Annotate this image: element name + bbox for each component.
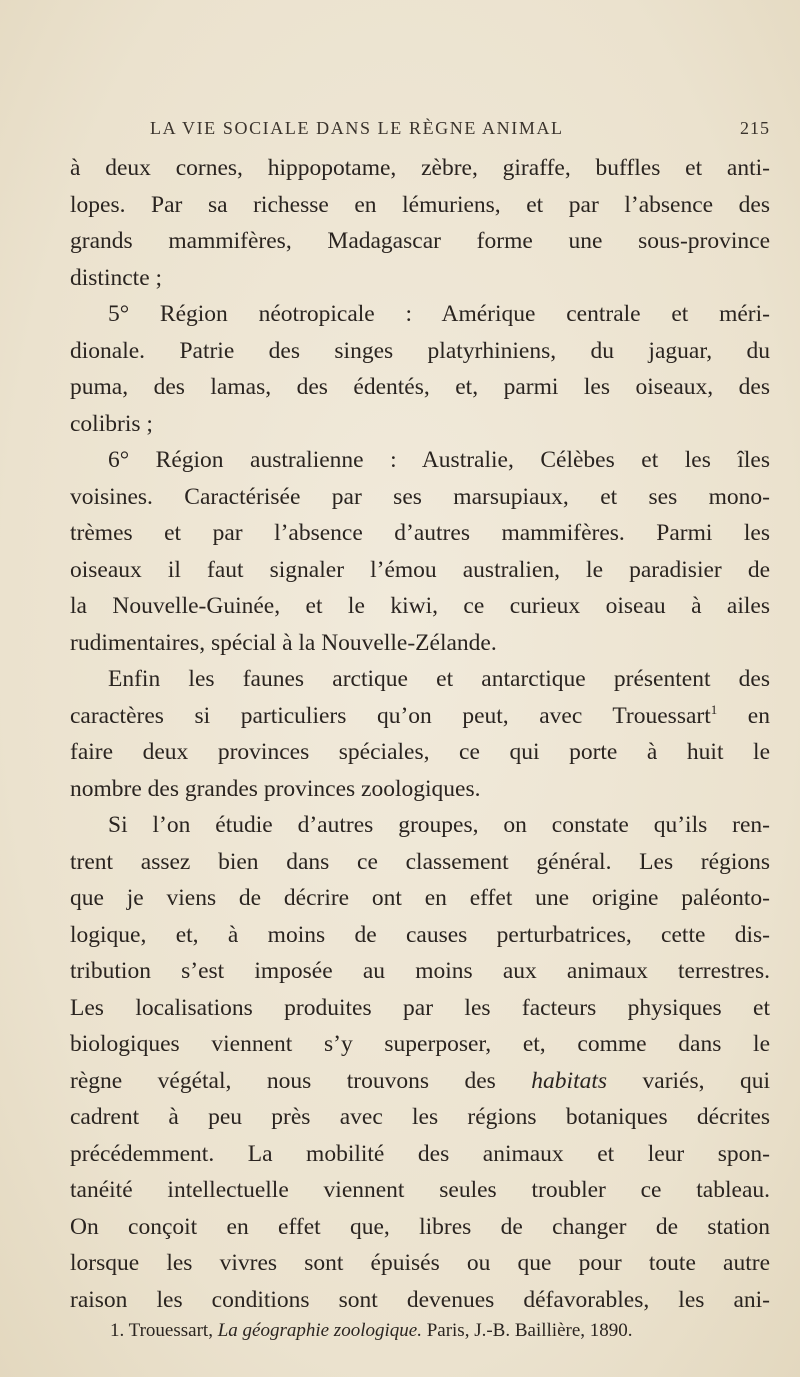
text-line: trent assez bien dans ce classement général. Les régions — [70, 848, 770, 875]
text-line: à deux cornes, hippopotame, zèbre, giraffe, buffles et anti- — [70, 155, 770, 181]
italic-term: habitats — [531, 1067, 608, 1094]
text-line: 6° Région australienne : Australie, Célèbes et les îles — [108, 447, 770, 473]
text-line: lopes. Par sa richesse en lémuriens, et par l’absence des — [70, 191, 770, 218]
text-line-part: caractères si particuliers qu’on peut, avec Trouessart — [70, 702, 711, 729]
page-number: 215 — [740, 118, 770, 138]
footnote-number: 1. — [110, 1320, 125, 1341]
text-line-part: règne végétal, nous trouvons des — [70, 1067, 496, 1094]
text-line: oiseaux il faut signaler l’émou australien, le paradisier de — [70, 556, 770, 583]
footnote-author: Trouessart, — [128, 1320, 213, 1341]
footnote — [110, 1320, 760, 1342]
text-line: Enfin les faunes arctique et antarctique présentent des — [108, 666, 770, 692]
text-line: On conçoit en effet que, libres de changer de station — [70, 1213, 770, 1240]
text-line — [70, 698, 770, 735]
text-line: puma, des lamas, des édentés, et, parmi les oiseaux, des — [70, 374, 770, 400]
text-line: colibris ; — [70, 410, 153, 437]
text-line-part: variés, qui — [607, 1067, 771, 1094]
text-line: la Nouvelle-Guinée, et le kiwi, ce curieux oiseau à ailes — [70, 593, 770, 619]
text-line: tribution s’est imposée au moins aux animaux terrestres. — [70, 958, 770, 984]
text-line: nombre des grandes provinces zoologiques. — [70, 775, 481, 802]
text-line: Les localisations produites par les facteurs physiques et — [70, 994, 770, 1021]
text-line: Si l’on étudie d’autres groupes, on constate qu’ils ren- — [108, 812, 770, 838]
footnote-publisher: Paris, J.-B. Baillière, 1890. — [426, 1320, 633, 1341]
text-line: que je viens de décrire ont en effet une origine paléonto- — [70, 885, 770, 911]
text-line: trèmes et par l’absence d’autres mammifères. Parmi les — [70, 520, 770, 546]
text-line: cadrent à peu près avec les régions botaniques décrites — [70, 1104, 770, 1130]
footnote-reference: 1 — [710, 701, 718, 717]
text-line: précédemment. La mobilité des animaux et leur spon- — [70, 1140, 770, 1167]
text-line: raison les conditions sont devenues défavorables, les ani- — [70, 1286, 770, 1313]
text-line: logique, et, à moins de causes perturbatrices, cette dis- — [70, 921, 770, 948]
text-line: grands mammifères, Madagascar forme une sous-province — [70, 228, 770, 254]
text-line: tanéité intellectuelle viennent seules troubler ce tableau. — [70, 1177, 770, 1203]
text-line — [70, 1063, 770, 1100]
text-line-part: en — [717, 702, 770, 729]
body-text — [70, 150, 770, 1318]
text-line: rudimentaires, spécial à la Nouvelle-Zélande. — [70, 629, 497, 656]
footnote-title: La géographie zoologique. — [217, 1320, 422, 1341]
text-line: dionale. Patrie des singes platyrhiniens, du jaguar, du — [70, 337, 770, 364]
running-head-title: LA VIE SOCIALE DANS LE RÈGNE ANIMAL — [150, 118, 564, 138]
text-line: distincte ; — [70, 264, 163, 291]
text-line: faire deux provinces spéciales, ce qui porte à huit le — [70, 739, 770, 765]
text-line: 5° Région néotropicale : Amérique centrale et méri- — [108, 301, 770, 327]
running-head — [150, 118, 770, 142]
text-line: biologiques viennent s’y superposer, et, comme dans le — [70, 1031, 770, 1057]
text-line: voisines. Caractérisée par ses marsupiaux, et ses mono- — [70, 483, 770, 510]
text-line: lorsque les vivres sont épuisés ou que pour toute autre — [70, 1250, 770, 1276]
